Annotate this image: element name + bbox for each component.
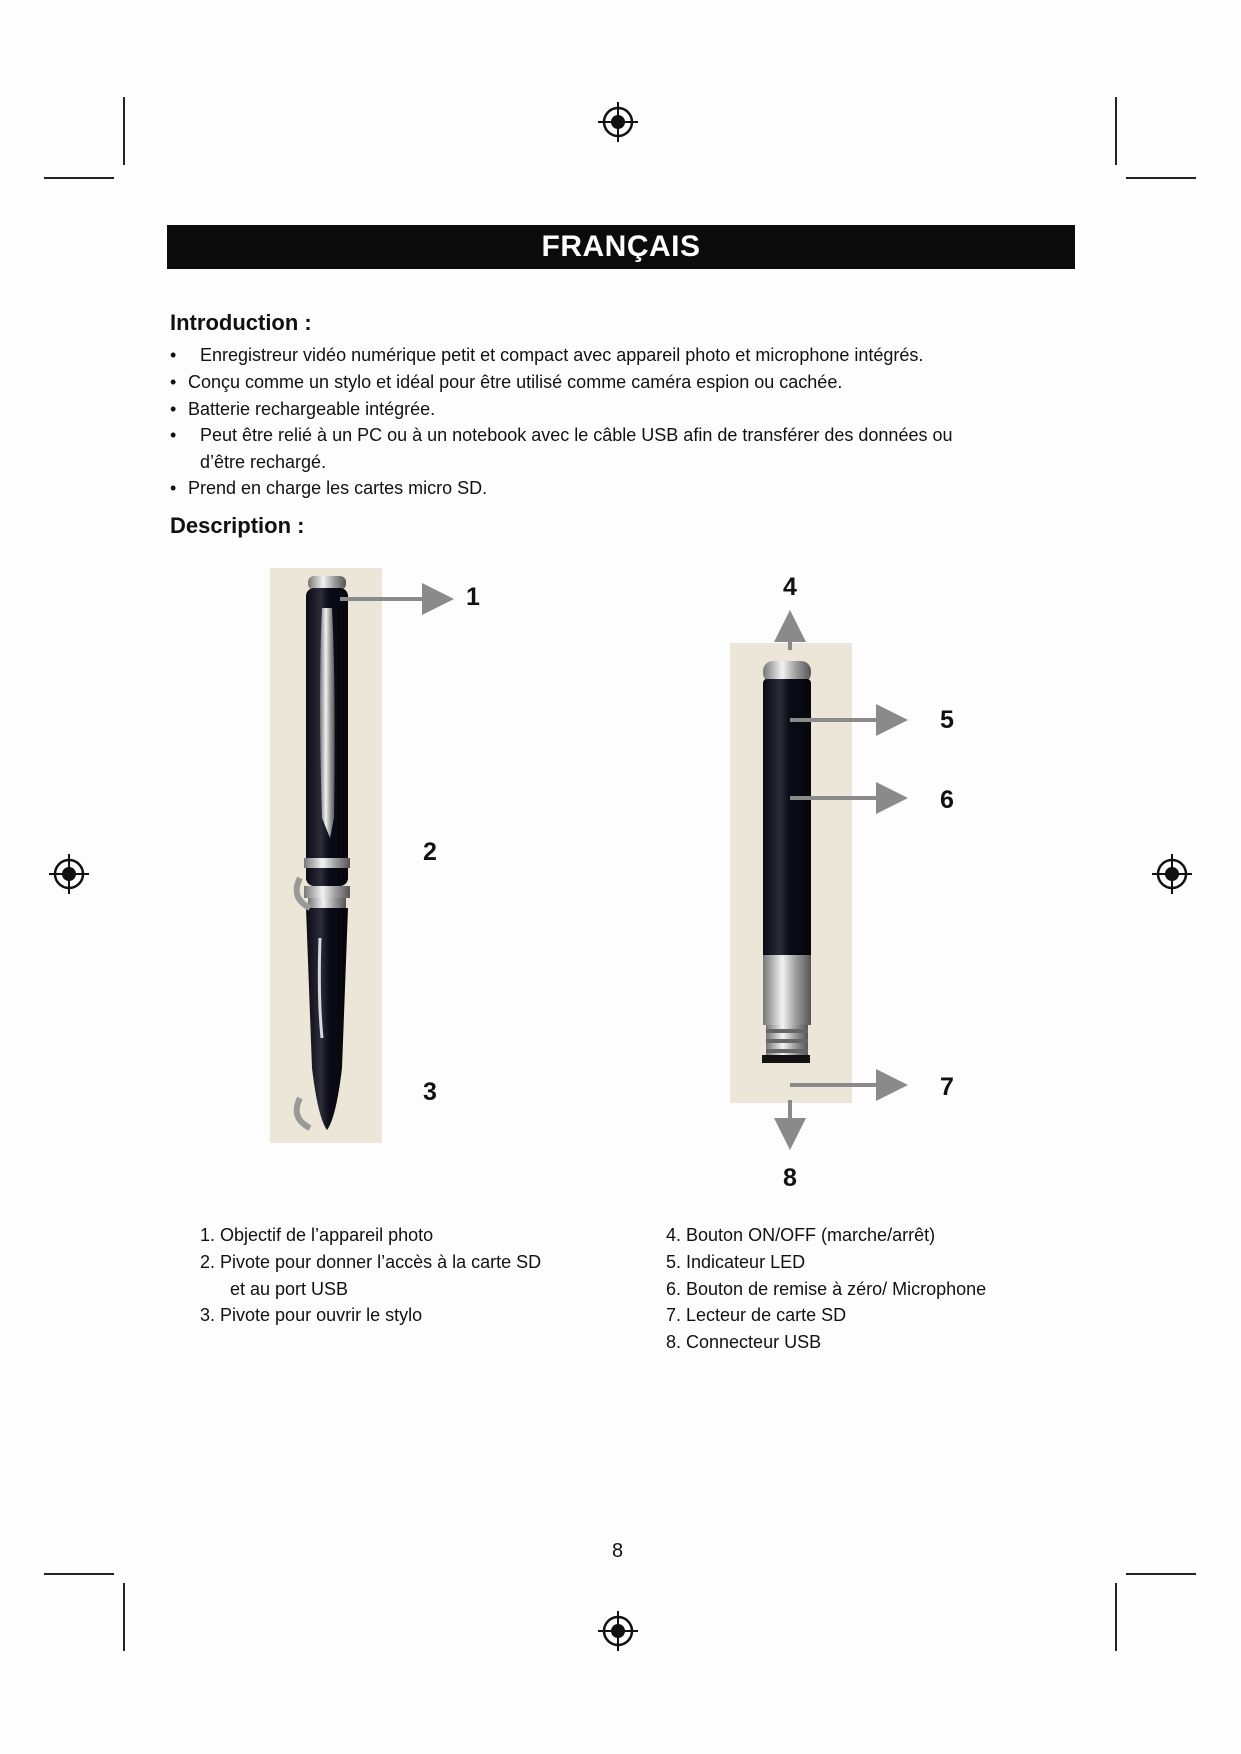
bullet-icon: • [170, 425, 177, 445]
part-item: 5. Indicateur LED [666, 1252, 806, 1272]
description-heading: Description : [170, 513, 305, 538]
section-title: FRANÇAIS [167, 225, 1075, 269]
callout-7: 7 [940, 1073, 954, 1101]
bullet-icon: • [170, 399, 177, 419]
callout-8: 8 [783, 1164, 797, 1192]
intro-heading: Introduction : [170, 310, 312, 335]
bullet-icon: • [170, 345, 177, 365]
callout-5: 5 [940, 706, 954, 734]
part-item: 3. Pivote pour ouvrir le stylo [200, 1305, 423, 1325]
page-number: 8 [612, 1540, 624, 1562]
callout-6: 6 [940, 786, 954, 814]
callout-3: 3 [423, 1078, 437, 1106]
part-item: 4. Bouton ON/OFF (marche/arrêt) [666, 1225, 936, 1245]
part-item: 7. Lecteur de carte SD [666, 1305, 847, 1325]
part-item: 8. Connecteur USB [666, 1332, 822, 1352]
part-item: 1. Objectif de l’appareil photo [200, 1225, 434, 1245]
bullet-icon: • [170, 478, 177, 498]
callout-2: 2 [423, 838, 437, 866]
part-item: 6. Bouton de remise à zéro/ Microphone [666, 1279, 987, 1299]
callout-4: 4 [783, 573, 797, 601]
bullet-icon: • [170, 372, 177, 392]
part-item-continuation: et au port USB [230, 1279, 349, 1299]
part-item: 2. Pivote pour donner l’accès à la carte SD [200, 1252, 542, 1272]
callout-1: 1 [466, 583, 480, 611]
